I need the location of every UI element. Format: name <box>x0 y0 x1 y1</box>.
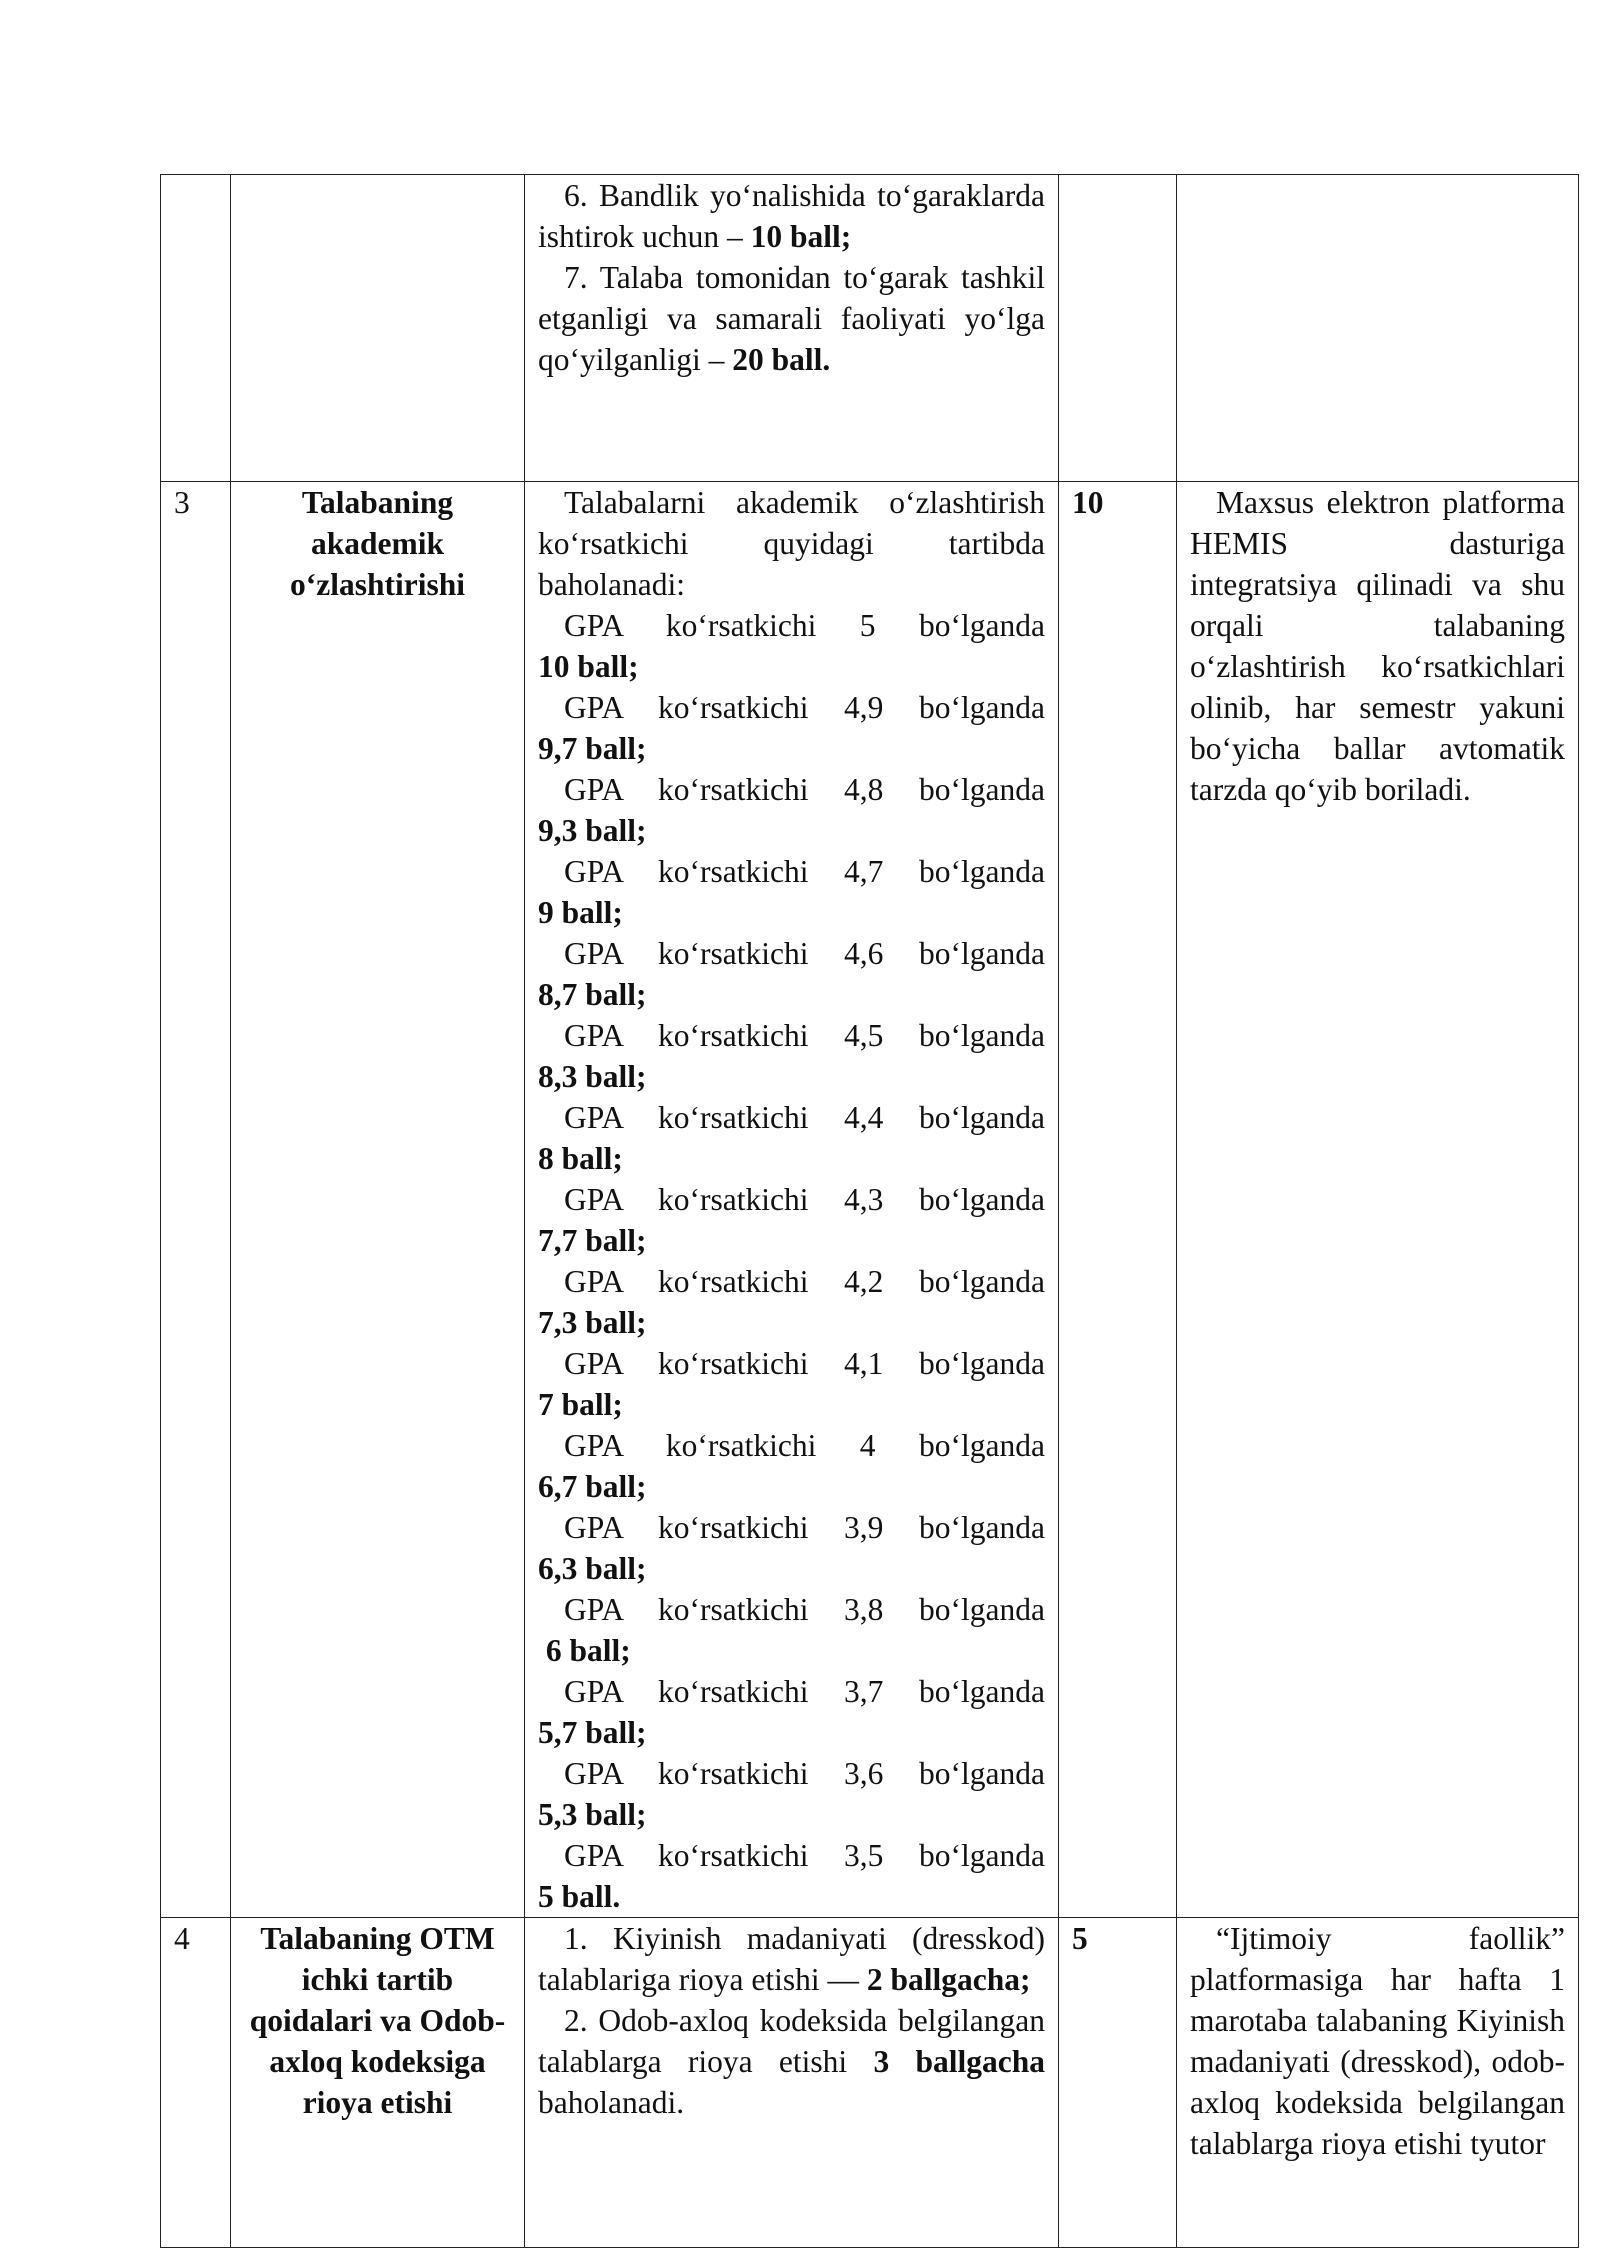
gpa-line: GPA ko‘rsatkichi 5 bo‘lganda <box>564 608 1045 643</box>
score-cell: 10 <box>1059 482 1177 1918</box>
criteria-table <box>160 174 1579 2248</box>
gpa-line: GPA ko‘rsatkichi 4,2 bo‘lganda <box>564 1264 1045 1299</box>
gpa-ball: 8,3 ball; <box>538 1059 647 1094</box>
gpa-ball: 8 ball; <box>538 1141 623 1176</box>
criterion-cell: Talabaning OTM ichki tartib qoidalari va Odob-axloq kodeksiga rioya etishi <box>231 1918 525 2248</box>
gpa-line: GPA ko‘rsatkichi 4,9 bo‘lganda <box>564 690 1045 725</box>
list-item: 6. Bandlik yo‘nalishida to‘garaklarda ishtirok uchun – 10 ball; <box>538 178 1045 254</box>
gpa-line: GPA ko‘rsatkichi 4,6 bo‘lganda <box>564 936 1045 971</box>
list-item: 7. Talaba tomonidan to‘garak tashkil etganligi va samarali faoliyati yo‘lga qo‘yilganligi – 20 ball. <box>538 260 1045 377</box>
gpa-ball: 8,7 ball; <box>538 977 647 1012</box>
table-row-continuation <box>161 175 1579 482</box>
table-row-4 <box>161 1918 1579 2248</box>
gpa-line: GPA ko‘rsatkichi 4,4 bo‘lganda <box>564 1100 1045 1135</box>
gpa-ball: 6 ball; <box>538 1633 631 1668</box>
list-item: 2. Odob-axloq kodeksida belgilangan talablarga rioya etishi 3 ballgacha baholanadi. <box>538 2003 1045 2120</box>
criterion-cell: Talabaning akademik o‘zlashtirishi <box>231 482 525 1918</box>
note-cell: Maxsus elektron platforma HEMIS dasturiga integratsiya qilinadi va shu orqali talabaning o‘zlashtirish ko‘rsatkichlari olinib, har semestr yakuni bo‘yicha ballar avtomatik tarzda qo‘yib boriladi. <box>1177 482 1579 1918</box>
score-cell: 5 <box>1059 1918 1177 2248</box>
gpa-line: GPA ko‘rsatkichi 4,7 bo‘lganda <box>564 854 1045 889</box>
row-number-cell: 3 <box>161 482 231 1918</box>
gpa-ball: 5 ball. <box>538 1879 621 1914</box>
gpa-ball: 9,7 ball; <box>538 731 647 766</box>
gpa-ball: 7 ball; <box>538 1387 623 1422</box>
gpa-line: GPA ko‘rsatkichi 3,9 bo‘lganda <box>564 1510 1045 1545</box>
gpa-ball: 5,7 ball; <box>538 1715 647 1750</box>
table-row-3 <box>161 482 1579 1918</box>
description-cell <box>525 1918 1059 2248</box>
criterion-cell <box>231 175 525 482</box>
gpa-ball: 10 ball; <box>538 649 639 684</box>
gpa-line: GPA ko‘rsatkichi 4,5 bo‘lganda <box>564 1018 1045 1053</box>
gpa-line: GPA ko‘rsatkichi 3,6 bo‘lganda <box>564 1756 1045 1791</box>
gpa-line: GPA ko‘rsatkichi 3,5 bo‘lganda <box>564 1838 1045 1873</box>
gpa-line: GPA ko‘rsatkichi 4,1 bo‘lganda <box>564 1346 1045 1381</box>
row-number-cell: 4 <box>161 1918 231 2248</box>
gpa-ball: 9 ball; <box>538 895 623 930</box>
gpa-line: GPA ko‘rsatkichi 3,8 bo‘lganda <box>564 1592 1045 1627</box>
gpa-line: GPA ko‘rsatkichi 4,8 bo‘lganda <box>564 772 1045 807</box>
note-cell: “Ijtimoiy faollik” platformasiga har hafta 1 marotaba talabaning Kiyinish madaniyati (dresskod), odob-axloq kodeksida belgilangan talablarga rioya etishi tyutor <box>1177 1918 1579 2248</box>
gpa-ball: 5,3 ball; <box>538 1797 647 1832</box>
row-number-cell <box>161 175 231 482</box>
gpa-ball: 6,3 ball; <box>538 1551 647 1586</box>
gpa-line: GPA ko‘rsatkichi 3,7 bo‘lganda <box>564 1674 1045 1709</box>
gpa-ball: 7,7 ball; <box>538 1223 647 1258</box>
gpa-line: GPA ko‘rsatkichi 4 bo‘lganda <box>564 1428 1045 1463</box>
description-intro: Talabalarni akademik o‘zlashtirish ko‘rsatkichi quyidagi tartibda baholanadi: <box>538 485 1045 602</box>
gpa-ball: 7,3 ball; <box>538 1305 647 1340</box>
score-cell <box>1059 175 1177 482</box>
list-item: 1. Kiyinish madaniyati (dresskod) talablariga rioya etishi — 2 ballgacha; <box>538 1921 1045 1997</box>
description-cell <box>525 175 1059 482</box>
gpa-ball: 6,7 ball; <box>538 1469 647 1504</box>
note-cell <box>1177 175 1579 482</box>
gpa-ball: 9,3 ball; <box>538 813 647 848</box>
gpa-line: GPA ko‘rsatkichi 4,3 bo‘lganda <box>564 1182 1045 1217</box>
description-cell <box>525 482 1059 1918</box>
